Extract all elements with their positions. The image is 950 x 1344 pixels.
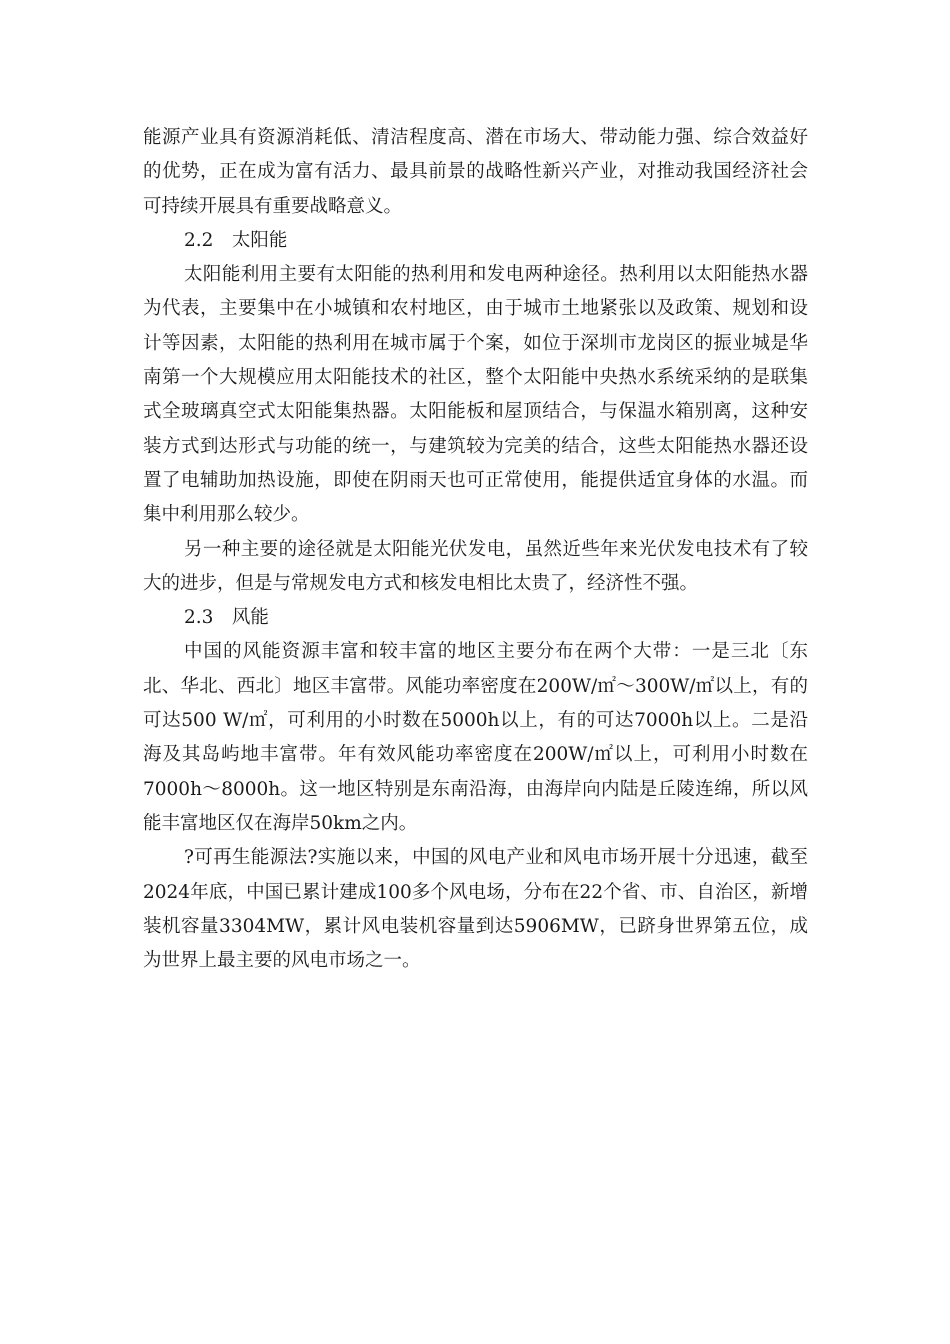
- document-body: [143, 121, 808, 978]
- section-heading-solar: 2.2 太阳能: [184, 229, 288, 251]
- paragraph-intro-continuation: 能源产业具有资源消耗低、清洁程度高、潜在市场大、带动能力强、综合效益好的优势，正在成为富有活力、最具前景的战略性新兴产业，对推动我国经济社会可持续开展具有重要战略意义。: [143, 127, 808, 217]
- paragraph-wind-resources: 中国的风能资源丰富和较丰富的地区主要分布在两个大带：一是三北〔东北、华北、西北〕地区丰富带。风能功率密度在200W/㎡～300W/㎡以上，有的可达500 W/㎡，可利用的小时数在5000h以上，有的可达7000h以上。二是沿海及其岛屿地丰富带。年有效风能功率密度在200W/㎡以上，可利用小时数在7000h～8000h。这一地区特别是东南沿海，由海岸向内陆是丘陵连绵，所以风能丰富地区仅在海岸50km之内。: [143, 641, 808, 834]
- paragraph-solar-thermal: 太阳能利用主要有太阳能的热利用和发电两种途径。热利用以太阳能热水器为代表，主要集中在小城镇和农村地区，由于城市土地紧张以及政策、规划和设计等因素，太阳能的热利用在城市属于个案，如位于深圳市龙岗区的振业城是华南第一个大规模应用太阳能技术的社区，整个太阳能中央热水系统采纳的是联集式全玻璃真空式太阳能集热器。太阳能板和屋顶结合，与保温水箱别离，这种安装方式到达形式与功能的统一，与建筑较为完美的结合，这些太阳能热水器还设置了电辅助加热设施，即使在阴雨天也可正常使用，能提供适宜身体的水温。而集中利用那么较少。: [143, 264, 808, 526]
- paragraph-solar-photovoltaic: 另一种主要的途径就是太阳能光伏发电，虽然近些年来光伏发电技术有了较大的进步，但是与常规发电方式和核发电相比太贵了，经济性不强。: [143, 538, 808, 594]
- paragraph-wind-market: ?可再生能源法?实施以来，中国的风电产业和风电市场开展十分迅速，截至2024年底，中国已累计建成100多个风电场，分布在22个省、市、自治区，新增装机容量3304MW，累计风电装机容量到达5906MW，已跻身世界第五位，成为世界上最主要的风电市场之一。: [143, 847, 808, 972]
- section-heading-wind: 2.3 风能: [184, 607, 269, 629]
